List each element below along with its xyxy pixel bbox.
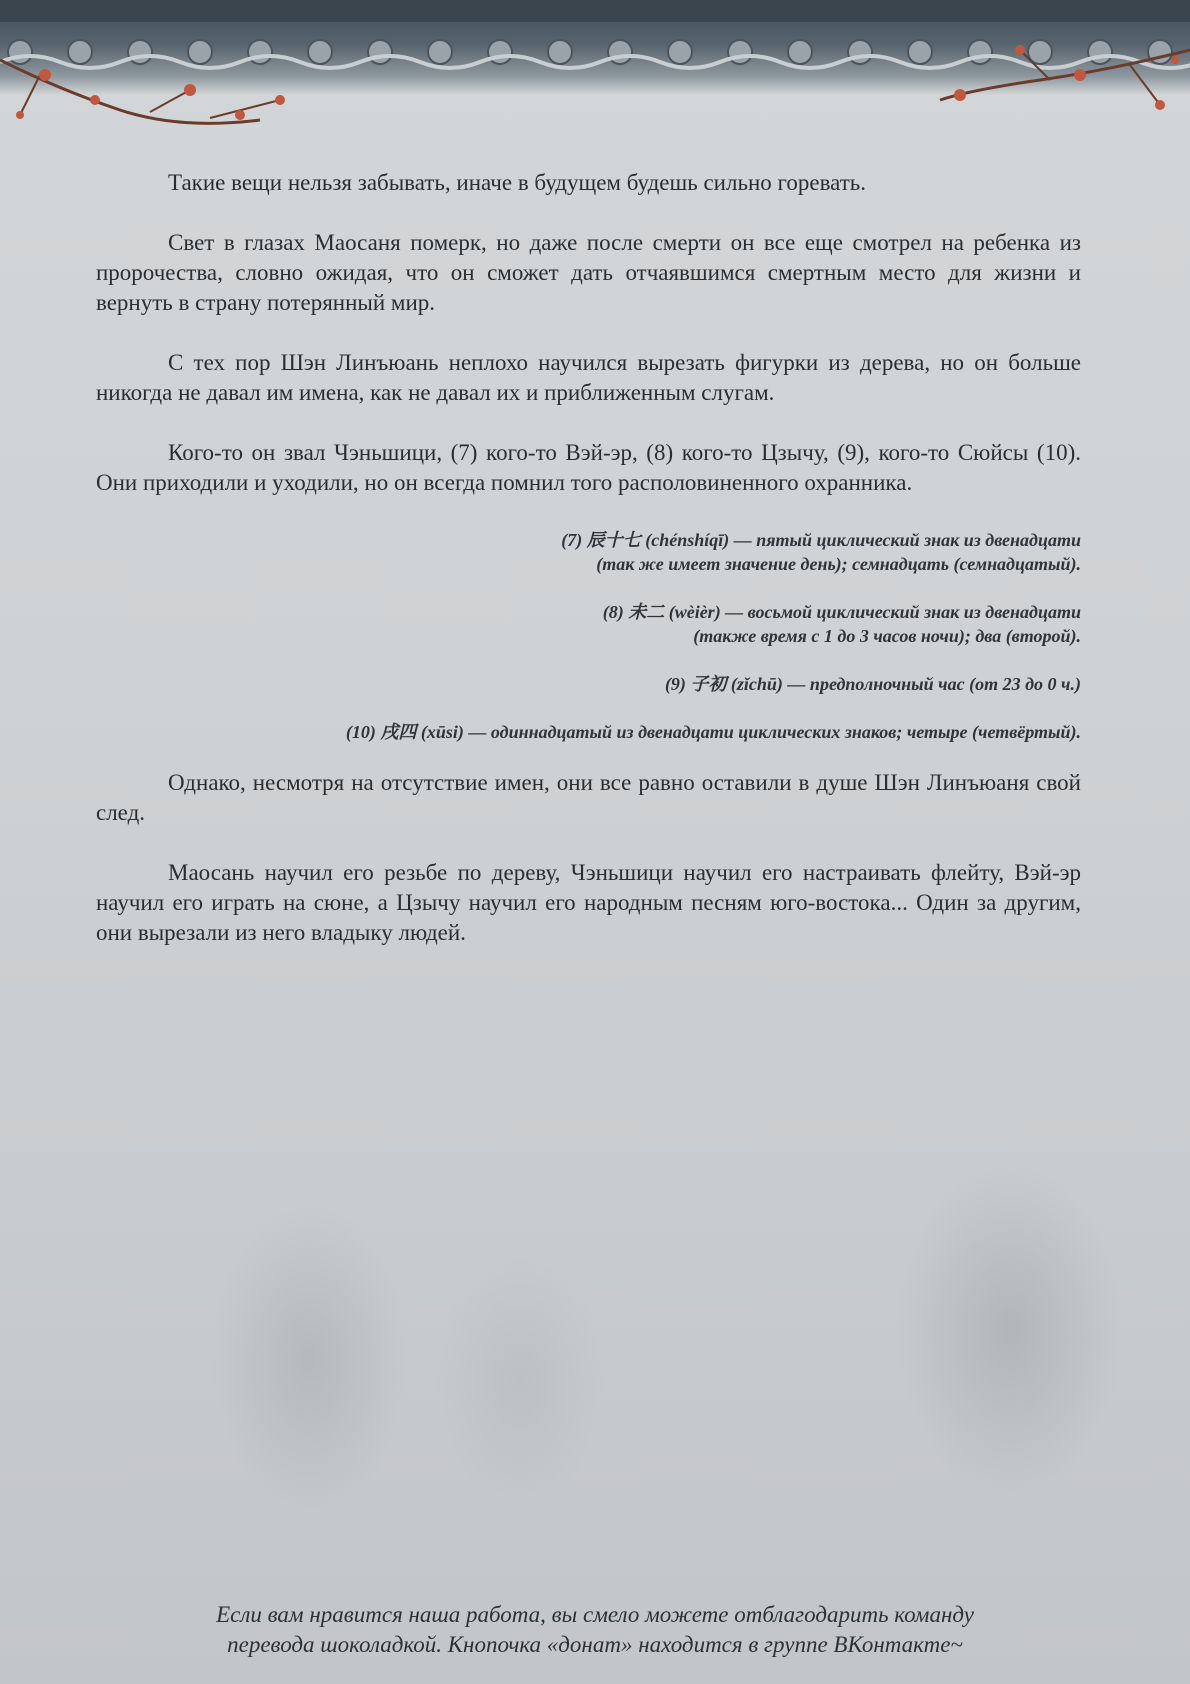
footnote-line: (9) 子初 (zǐchū) — предполночный час (от 23 до 0 ч.) [664, 674, 1081, 694]
footnote-line: (8) 未二 (wèièr) — восьмой циклический знак из двенадцати [602, 602, 1081, 622]
footnote-8 [96, 600, 1081, 648]
blossom-branch-right-icon [930, 20, 1190, 130]
roof-tile-cap [488, 40, 512, 64]
roof-tile-cap [368, 40, 392, 64]
roof-tile-cap [608, 40, 632, 64]
footnotes [96, 528, 1081, 744]
roof-tile-cap [908, 40, 932, 64]
donation-footer [0, 1600, 1190, 1660]
paragraph: Однако, несмотря на отсутствие имен, они все равно оставили в душе Шэн Линъюаня свой след. [96, 770, 1081, 825]
paragraph: Такие вещи нельзя забывать, иначе в будущем будешь сильно горевать. [168, 170, 867, 195]
footnote-7 [96, 528, 1081, 576]
misty-figures-background [0, 1100, 1190, 1600]
roof-tiles-illustration [0, 0, 1190, 95]
footnote-line: (7) 辰十七 (chénshíqī) — пятый циклический знак из двенадцати [561, 530, 1081, 550]
paragraph: Свет в глазах Маосаня померк, но даже после смерти он все еще смотрел на ребенка из пророчества, словно ожидая, что он сможет дать отчаявшимся смертным место для жизни и вернуть в страну потерянный мир. [96, 230, 1081, 315]
roof-tile-cap [788, 40, 812, 64]
chapter-text [96, 168, 1081, 978]
paragraph: Кого-то он звал Чэньшици, (7) кого-то Вэй-эр, (8) кого-то Цзычу, (9), кого-то Сюйсы (10). Они приходили и уходили, но он всегда помнил того располовиненного охранника. [96, 440, 1081, 495]
roof-tile-cap [428, 40, 452, 64]
paragraph: С тех пор Шэн Линъюань неплохо научился вырезать фигурки из дерева, но он больше никогда не давал им имена, как не давал их и приближенным слугам. [96, 350, 1081, 405]
footnote-line: (так же имеет значение день); семнадцать (семнадцатый). [596, 554, 1081, 574]
footnote-line: (также время с 1 до 3 часов ночи); два (второй). [693, 626, 1081, 646]
paragraph: Маосань научил его резьбе по дереву, Чэньшици научил его настраивать флейту, Вэй-эр научил его играть на сюне, а Цзычу научил его народным песням юго-востока... Один за другим, они вырезали из него владыку людей. [96, 860, 1081, 945]
footer-line: Если вам нравится наша работа, вы смело можете отблагодарить команду [216, 1602, 974, 1627]
roof-tile-cap [668, 40, 692, 64]
roof-tile-cap [548, 40, 572, 64]
roof-tile-cap [848, 40, 872, 64]
footnote-line: (10) 戌四 (xūsi) — одиннадцатый из двенадцати циклических знаков; четыре (четвёртый). [345, 722, 1081, 742]
blossom-branch-left-icon [0, 20, 320, 140]
footnote-10 [96, 720, 1081, 744]
roof-tile-cap [728, 40, 752, 64]
footer-line: перевода шоколадкой. Кнопочка «донат» находится в группе ВКонтакте~ [227, 1632, 963, 1657]
footnote-9 [96, 672, 1081, 696]
